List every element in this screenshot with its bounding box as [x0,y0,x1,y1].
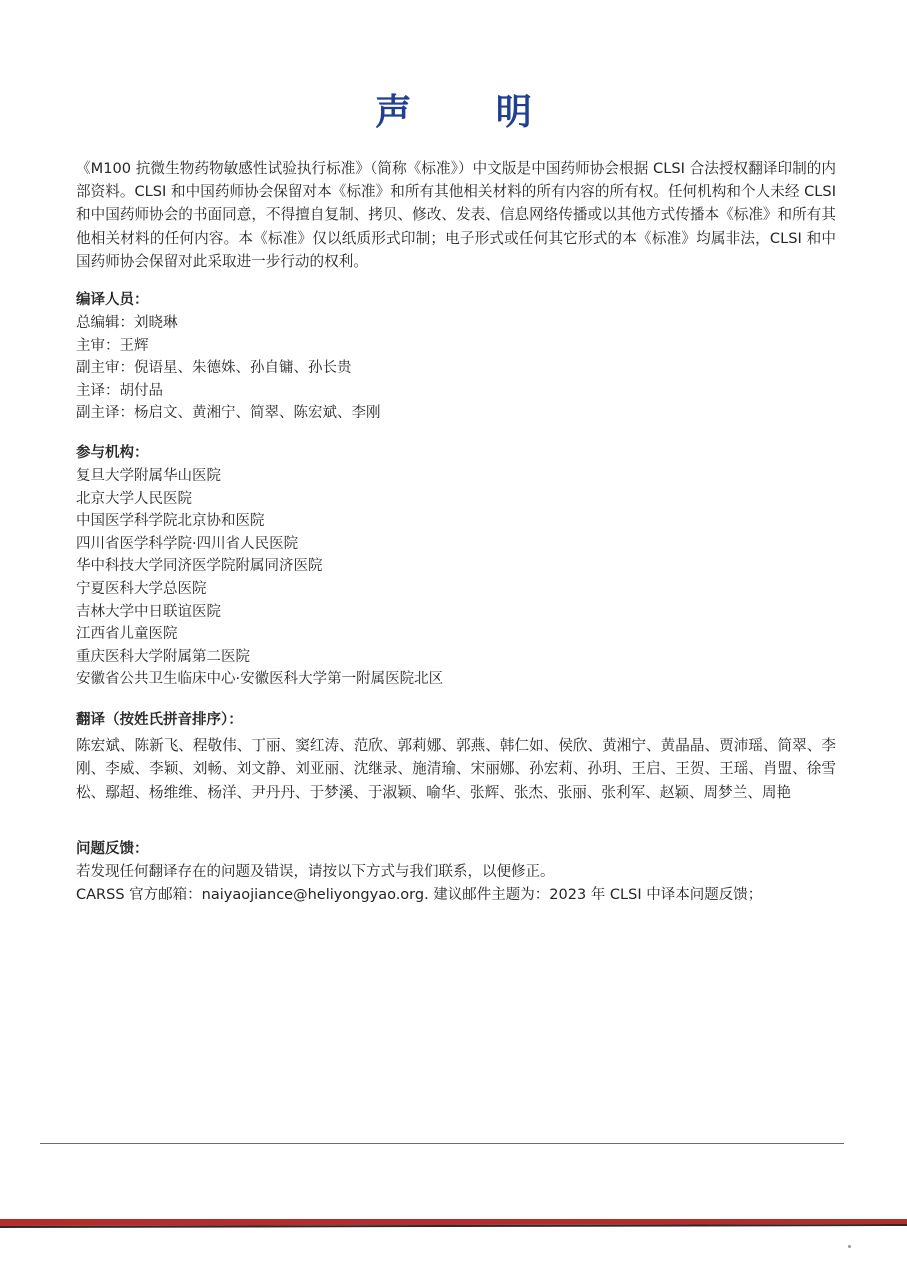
translator-names: 陈宏斌、陈新飞、程敬伟、丁丽、窦红涛、范欣、郭莉娜、郭燕、韩仁如、侯欣、黄湘宁、黄晶晶、贾沛瑶、简翠、李刚、李威、李颖、刘畅、刘文静、刘亚丽、沈继录、施清瑜、宋丽娜、孙宏莉、孙玥、王启、王贺、王瑶、肖盟、徐雪松、鄢超、杨维维、杨洋、尹丹丹、于梦溪、于淑颖、喻华、张辉、张杰、张丽、张利军、赵颖、周梦兰、周艳 [76,737,836,801]
scan-speck [848,1245,851,1248]
institution-item: 宁夏医科大学总医院 [76,580,207,597]
translators-heading: 翻译（按姓氏拼音排序）： [76,712,243,728]
compiler-line: 总编辑：刘晓琳 [76,315,178,331]
compiler-line: 副主译：杨启文、黄湘宁、简翠、陈宏斌、李刚 [76,405,381,422]
feedback-email-line: CARSS 官方邮箱：naiyaojiance@heliyongyao.org. 建议邮件主题为：2023 年 CLSI 中译本问题反馈； [76,886,763,903]
institution-item: 中国医学科学院北京协和医院 [76,513,265,530]
compilers-section [76,289,836,425]
copyright-statement: 《M100 抗微生物药物敏感性试验执行标准》（简称《标准》）中文版是中国药师协会根据 CLSI 合法授权翻译印制的内部资料。CLSI 和中国药师协会保留对本《标准》和所有其他相关材料的所有内容的所有权。任何机构和个人未经 CLSI 和中国药师协会的书面同意，不得擅自复制、拷贝、修改、发表、信息网络传播或以其他方式传播本《标准》和所有其他相关材料的任何内容。本《标准》仅以纸质形式印制；电子形式或任何其它形式的本《标准》均属非法，CLSI 和中国药师协会保留对此采取进一步行动的权利。 [76,160,836,270]
institution-item: 重庆医科大学附属第二医院 [76,648,250,665]
institution-item: 安徽省公共卫生临床中心·安徽医科大学第一附属医院北区 [76,671,444,688]
institutions-section [76,442,836,691]
translators-section [76,709,836,804]
institution-item: 江西省儿童医院 [76,626,178,643]
page-title: 声 明 [375,92,568,133]
footer-band [0,1216,907,1230]
institutions-heading: 参与机构： [76,445,149,461]
compiler-line: 副主审：倪语星、朱德姝、孙自镛、孙长贵 [76,360,352,377]
institution-item: 复旦大学附属华山医院 [76,468,221,484]
feedback-section [76,838,836,906]
feedback-heading: 问题反馈： [76,841,149,857]
compiler-line: 主审：王辉 [76,337,149,354]
institution-item: 北京大学人民医院 [76,490,192,507]
feedback-instruction: 若发现任何翻译存在的问题及错误，请按以下方式与我们联系，以便修正。 [76,864,555,880]
institution-item: 华中科技大学同济医学院附属同济医院 [76,558,323,575]
institution-item: 吉林大学中日联谊医院 [76,603,221,620]
institution-item: 四川省医学科学院·四川省人民医院 [76,535,299,552]
compilers-heading: 编译人员： [76,292,149,308]
compiler-line: 主译：胡付品 [76,382,163,399]
bottom-divider [40,1143,844,1144]
